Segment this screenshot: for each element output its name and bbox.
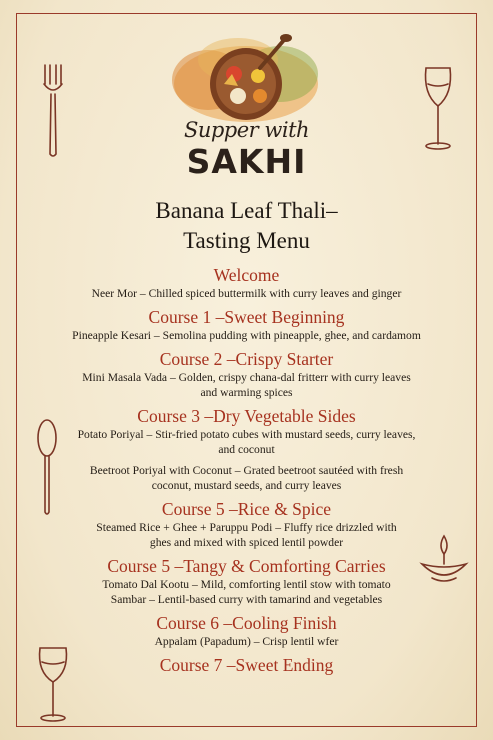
course-heading: Course 5 –Tangy & Comforting Carries bbox=[107, 556, 386, 576]
dish-line: and coconut bbox=[218, 443, 275, 456]
course-heading: Course 7 –Sweet Ending bbox=[159, 655, 334, 675]
menu-title bbox=[0, 196, 493, 256]
course-section bbox=[40, 499, 453, 550]
course-heading: Course 5 –Rice & Spice bbox=[161, 499, 332, 519]
course-heading: Course 6 –Cooling Finish bbox=[156, 613, 337, 633]
menu-title-line-1: Banana Leaf Thali– bbox=[155, 198, 338, 223]
course-section bbox=[40, 556, 453, 607]
course-section bbox=[40, 406, 453, 493]
dish-line: Tomato Dal Kootu – Mild, comforting lentil stow with tomato bbox=[102, 578, 391, 591]
course-heading: Welcome bbox=[213, 265, 280, 285]
course-heading: Course 3 –Dry Vegetable Sides bbox=[137, 406, 356, 426]
brand-tagline: Supper with bbox=[183, 118, 310, 142]
fork-icon bbox=[40, 62, 66, 160]
course-section bbox=[40, 349, 453, 400]
dish-line: Neer Mor – Chilled spiced buttermilk with curry leaves and ginger bbox=[91, 287, 402, 300]
course-section bbox=[40, 265, 453, 301]
dish-line: Sambar – Lentil-based curry with tamarind and vegetables bbox=[110, 593, 383, 606]
course-heading: Course 1 –Sweet Beginning bbox=[148, 307, 345, 327]
dish-line: coconut, mustard seeds, and curry leaves bbox=[151, 479, 342, 492]
menu-title-line-2: Tasting Menu bbox=[183, 228, 310, 253]
dish-line: Pineapple Kesari – Semolina pudding with pineapple, ghee, and cardamom bbox=[72, 329, 421, 342]
brand-name: SAKHI bbox=[186, 142, 307, 181]
dish-line: Mini Masala Vada – Golden, crispy chana-dal fritterr with curry leaves bbox=[82, 371, 411, 384]
course-section bbox=[40, 613, 453, 649]
dish-line: Appalam (Papadum) – Crisp lentil wfer bbox=[154, 635, 339, 648]
dish-line: Steamed Rice + Ghee + Paruppu Podi – Fluffy rice drizzled with bbox=[96, 521, 397, 534]
wine-glass-icon bbox=[420, 64, 456, 152]
menu-courses bbox=[40, 265, 453, 676]
course-heading: Course 2 –Crispy Starter bbox=[159, 349, 334, 369]
dish-line: Beetroot Poriyal with Coconut – Grated beetroot sautéed with fresh bbox=[89, 464, 404, 477]
dish-line: Potato Poriyal – Stir-fried potato cubes with mustard seeds, curry leaves, bbox=[77, 428, 416, 441]
dish-line: and warming spices bbox=[200, 386, 293, 399]
dish-line: ghes and mixed with spiced lentil powder bbox=[149, 536, 344, 549]
course-section bbox=[40, 307, 453, 343]
course-section bbox=[40, 655, 453, 676]
